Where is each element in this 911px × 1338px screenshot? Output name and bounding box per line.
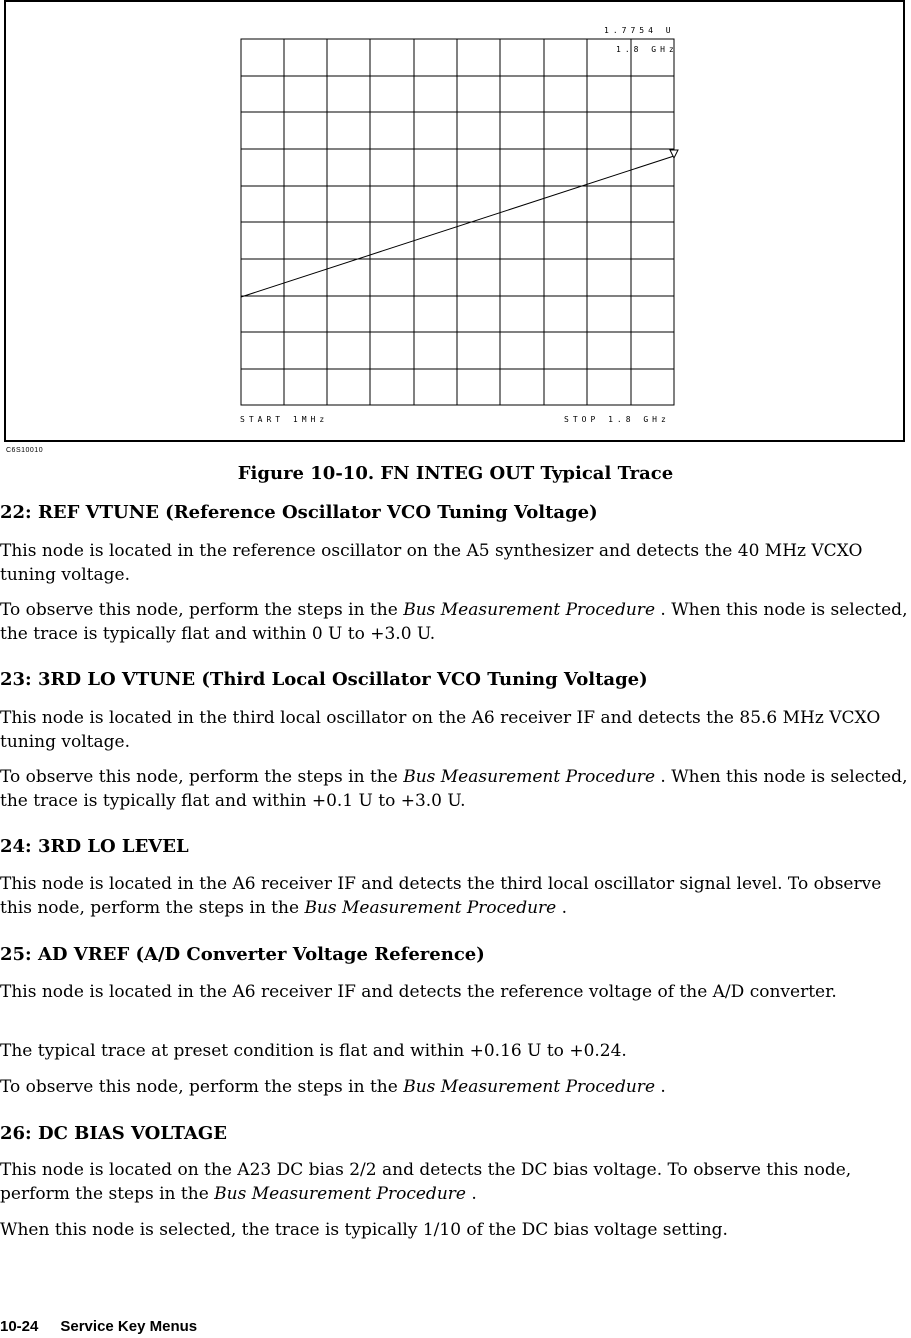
section-26-paragraph-2: When this node is selected, the trace is typically 1/10 of the DC bias voltage setting. (0, 1220, 728, 1240)
heading-23: 23: 3RD LO VTUNE (Third Local Oscillator VCO Tuning Voltage) (0, 669, 648, 690)
section-22-paragraph-1: This node is located in the reference oscillator on the A5 synthesizer and detects the 40 MHz VCXO tuning voltage. (0, 541, 863, 585)
page-number: 10-24 (0, 1318, 39, 1335)
section-22-paragraph-2: To observe this node, perform the steps in the Bus Measurement Procedure . When this node is selected, the trace is typically flat and within 0 U to +3.0 U. (0, 600, 908, 644)
heading-24: 24: 3RD LO LEVEL (0, 836, 189, 857)
heading-22: 22: REF VTUNE (Reference Oscillator VCO Tuning Voltage) (0, 502, 598, 523)
start-frequency-label: START 1MHz (240, 415, 329, 424)
marker-value: 1.7754 U (604, 26, 675, 35)
section-25-paragraph-2: The typical trace at preset condition is flat and within +0.16 U to +0.24. (0, 1041, 627, 1061)
page-footer (0, 1318, 197, 1335)
procedure-reference: Bus Measurement Procedure (403, 767, 655, 787)
section-25-paragraph-1: This node is located in the A6 receiver IF and detects the reference voltage of the A/D converter. (0, 982, 837, 1002)
procedure-reference: Bus Measurement Procedure (403, 600, 655, 620)
procedure-reference: Bus Measurement Procedure (403, 1077, 655, 1097)
section-23-paragraph-2: To observe this node, perform the steps in the Bus Measurement Procedure . When this node is selected, the trace is typically flat and within +0.1 U to +3.0 U. (0, 767, 908, 811)
stop-frequency-label: STOP 1.8 GHz (564, 415, 670, 424)
trace-graticule (6, 2, 907, 444)
trace-plot (4, 0, 905, 442)
section-24-paragraph-1: This node is located in the A6 receiver IF and detects the third local oscillator signal level. To observe this node, perform the steps in the Bus Measurement Procedure . (0, 874, 882, 918)
figure-id: C6S10010 (6, 447, 44, 454)
procedure-reference: Bus Measurement Procedure (214, 1184, 466, 1204)
section-25-paragraph-3: To observe this node, perform the steps in the Bus Measurement Procedure . (0, 1077, 666, 1097)
grid-lines (241, 39, 674, 405)
heading-26: 26: DC BIAS VOLTAGE (0, 1123, 228, 1144)
heading-25: 25: AD VREF (A/D Converter Voltage Reference) (0, 944, 485, 965)
section-23-paragraph-1: This node is located in the third local oscillator on the A6 receiver IF and detects the 85.6 MHz VCXO tuning voltage. (0, 708, 881, 752)
procedure-reference: Bus Measurement Procedure (304, 898, 557, 918)
marker-frequency: 1.8 GHz (616, 45, 678, 54)
footer-section-title: Service Key Menus (60, 1318, 198, 1335)
figure-caption: Figure 10-10. FN INTEG OUT Typical Trace (237, 463, 674, 484)
section-26-paragraph-1: This node is located on the A23 DC bias 2/2 and detects the DC bias voltage. To observe this node, perform the steps in the Bus Measurement Procedure . (0, 1160, 852, 1204)
